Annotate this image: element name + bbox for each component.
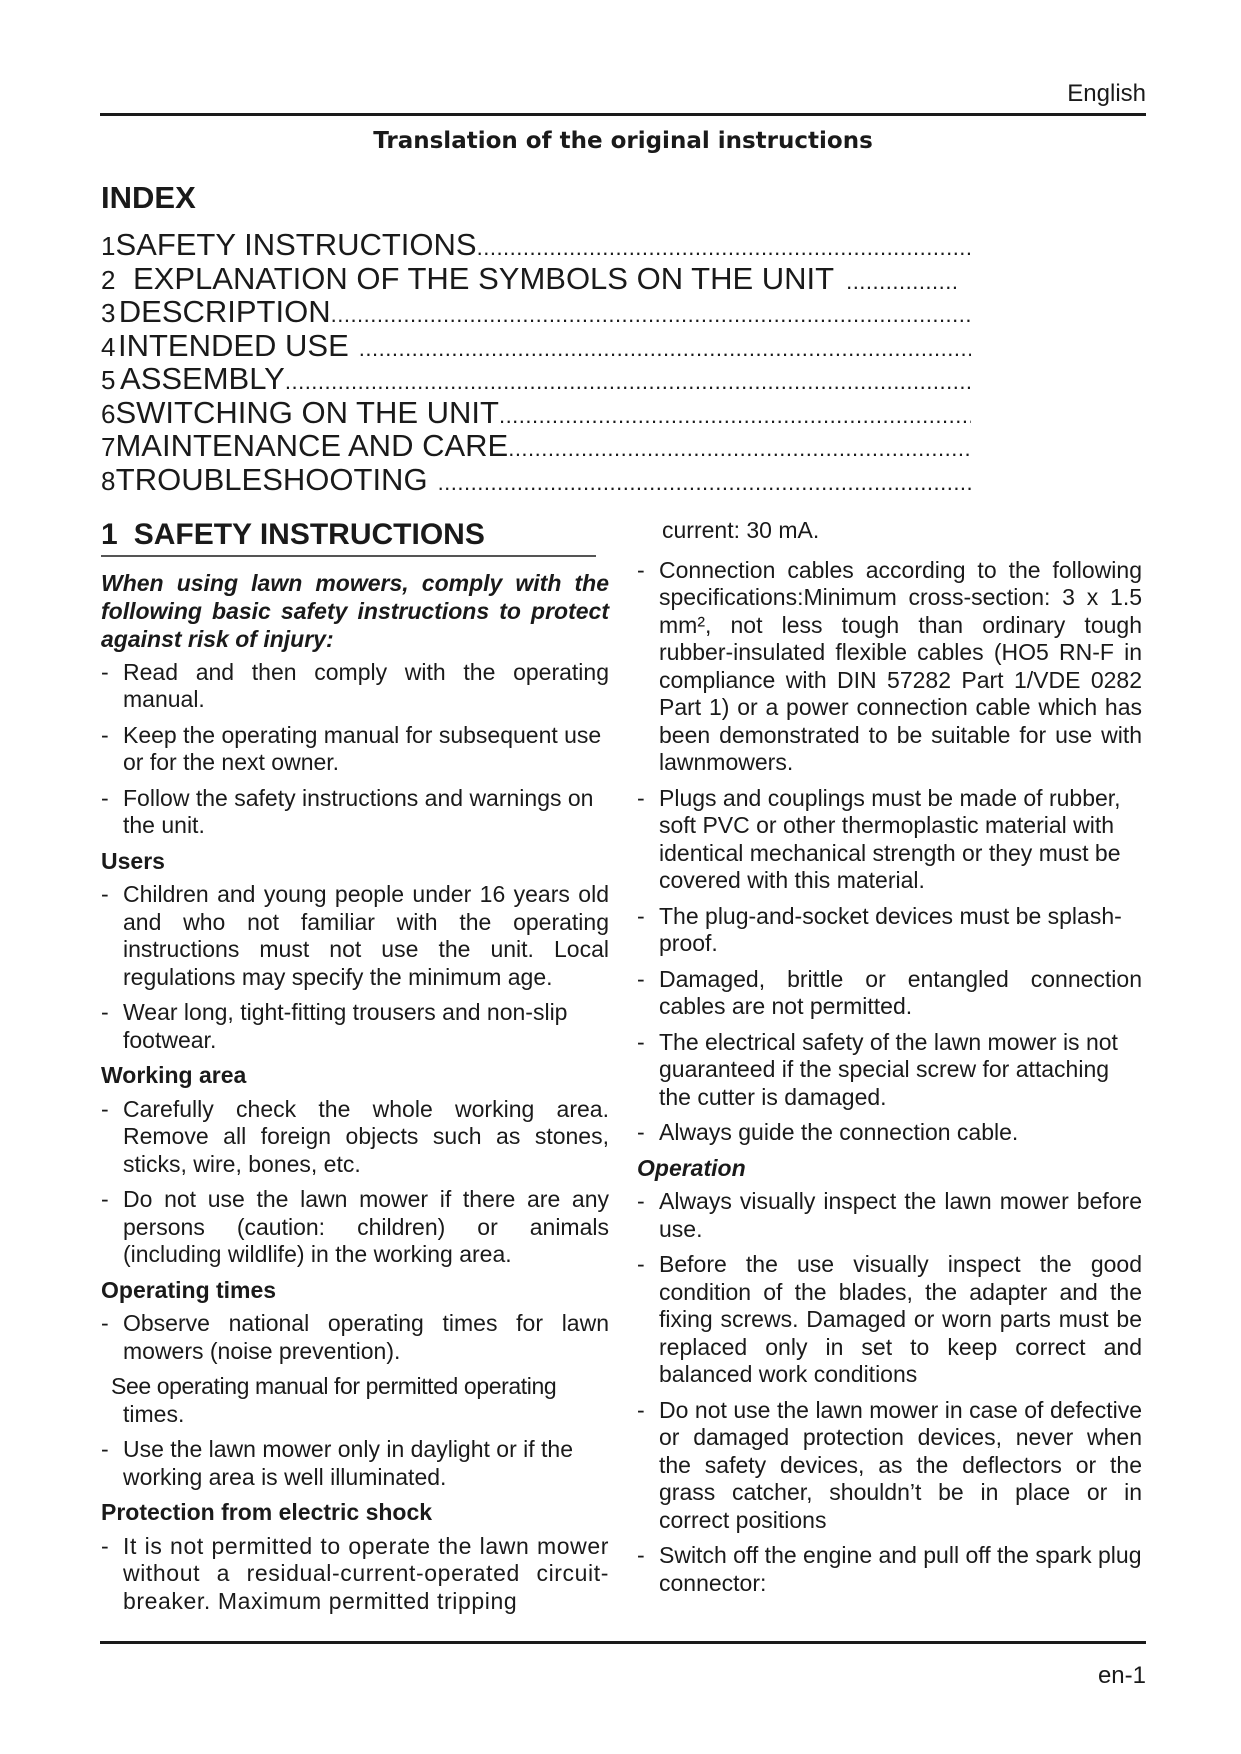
safety-intro: When using lawn mowers, comply with the following basic safety instructions to protect against risk of injury: — [101, 569, 609, 652]
list-item: - Damaged, brittle or entangled connection cables are not permitted. — [637, 965, 1142, 1019]
toc-leader-dots — [428, 466, 971, 499]
toc-number: 5 — [101, 365, 116, 395]
list-item: - Wear long, tight-fitting trousers and non-slip footwear. — [101, 999, 568, 1053]
table-of-contents — [101, 228, 971, 496]
list-item: - Use the lawn mower only in daylight or if the working area is well illuminated. — [101, 1436, 573, 1490]
page-number: en-1 — [1097, 1662, 1146, 1689]
toc-entry[interactable] — [101, 362, 971, 396]
toc-label: ASSEMBLY — [120, 361, 285, 396]
operating-times-note-cont: times. — [123, 1400, 185, 1427]
list-item: - Do not use the lawn mower in case of defective or damaged protection devices, never when the safety devices, as the deflectors or the grass catcher, shouldn’t be in place or in correct positions — [637, 1396, 1142, 1533]
toc-number: 1 — [101, 231, 116, 261]
toc-number: 8 — [101, 465, 116, 496]
page-subtitle: Translation of the original instructions — [373, 128, 873, 154]
toc-leader-dots — [349, 332, 971, 365]
toc-leader-dots — [285, 365, 971, 398]
toc-number: 6 — [101, 398, 116, 429]
subheading-operating-times: Operating times — [101, 1276, 277, 1303]
toc-label: INTENDED USE — [117, 327, 349, 363]
toc-label: TROUBLESHOOTING — [115, 461, 428, 497]
list-item: - It is not permitted to operate the lawn mower without a residual-current-operated circuit-breaker. Maximum permitted tripping — [101, 1532, 609, 1614]
toc-entry[interactable] — [101, 295, 971, 329]
language-label: English — [1067, 80, 1146, 107]
toc-entry[interactable] — [101, 228, 971, 262]
toc-label: SAFETY INSTRUCTIONS — [115, 227, 477, 262]
subheading-working-area: Working area — [101, 1062, 247, 1088]
list-item: - Do not use the lawn mower if there are any persons (caution: children) or animals (including wildlife) in the working area. — [101, 1186, 609, 1267]
list-item: - Follow the safety instructions and warnings on the unit. — [101, 784, 594, 838]
continued-text: current: 30 mA. — [662, 517, 820, 543]
toc-leader-dots — [331, 298, 971, 331]
toc-leader-dots — [499, 399, 971, 432]
list-item: - Read and then comply with the operating manual. — [101, 658, 609, 712]
list-item: - Children and young people under 16 years old and who not familiar with the operating instructions must not use the unit. Local regulations may specify the minimum age. — [101, 881, 609, 990]
section-heading — [101, 518, 596, 557]
operating-times-note: See operating manual for permitted operating — [111, 1373, 557, 1399]
list-item: - The plug-and-socket devices must be splash-proof. — [637, 902, 1122, 956]
toc-label: MAINTENANCE AND CARE — [115, 428, 509, 463]
toc-entry[interactable] — [101, 262, 971, 296]
index-title: INDEX — [101, 180, 196, 215]
list-item: - Plugs and couplings must be made of rubber, soft PVC or other thermoplastic material with identical mechanical strength or they must be covered with this material. — [637, 784, 1121, 893]
toc-label: DESCRIPTION — [118, 294, 331, 329]
list-item: - Carefully check the whole working area. Remove all foreign objects such as stones, sticks, wire, bones, etc. — [101, 1095, 609, 1177]
toc-leader-dots — [834, 265, 956, 298]
toc-number: 7 — [101, 432, 116, 462]
toc-number: 2 — [101, 264, 116, 295]
list-item: - Always guide the connection cable. — [637, 1119, 1019, 1145]
toc-leader-dots — [477, 231, 971, 264]
section-number: 1 — [101, 518, 118, 551]
list-item: - Observe national operating times for lawn mowers (noise prevention). — [101, 1310, 609, 1364]
subheading-operation: Operation — [637, 1154, 746, 1181]
toc-number: 4 — [101, 331, 116, 362]
list-item: - Keep the operating manual for subsequent use or for the next owner. — [101, 721, 602, 775]
section-title: SAFETY INSTRUCTIONS — [133, 518, 485, 551]
toc-leader-dots — [508, 432, 971, 465]
toc-number: 3 — [101, 298, 116, 328]
toc-entry[interactable] — [101, 463, 971, 497]
footer-rule — [100, 1641, 1146, 1644]
list-item: - Switch off the engine and pull off the spark plug connector: — [637, 1542, 1142, 1596]
list-item: - The electrical safety of the lawn mower is not guaranteed if the special screw for attaching the cutter is damaged. — [637, 1028, 1118, 1110]
header-rule — [100, 113, 1146, 116]
toc-label: SWITCHING ON THE UNIT — [115, 394, 499, 430]
list-item: - Before the use visually inspect the good condition of the blades, the adapter and the fixing screws. Damaged or worn parts must be replaced only in set to keep correct and balanced work conditions — [637, 1251, 1142, 1387]
left-column — [101, 518, 609, 1623]
toc-entry[interactable] — [101, 329, 971, 363]
subheading-electric-shock: Protection from electric shock — [101, 1499, 433, 1525]
toc-entry[interactable] — [101, 429, 971, 463]
list-item: - Connection cables according to the following specifications:Minimum cross-section: 3 x 1.5 mm², not less tough than ordinary tough rubber-insulated flexible cables (HO5 RN-F in compliance with DIN 57282 Part 1/VDE 0282 Part 1) or a power connection cable which has been demonstrated to be suitable for use with lawnmowers. — [637, 556, 1142, 775]
toc-label: EXPLANATION OF THE SYMBOLS ON THE UNIT — [133, 260, 835, 296]
subheading-users: Users — [101, 847, 165, 874]
list-item: - Always visually inspect the lawn mower before use. — [637, 1188, 1142, 1242]
right-column — [637, 517, 1142, 1605]
toc-entry[interactable] — [101, 396, 971, 430]
